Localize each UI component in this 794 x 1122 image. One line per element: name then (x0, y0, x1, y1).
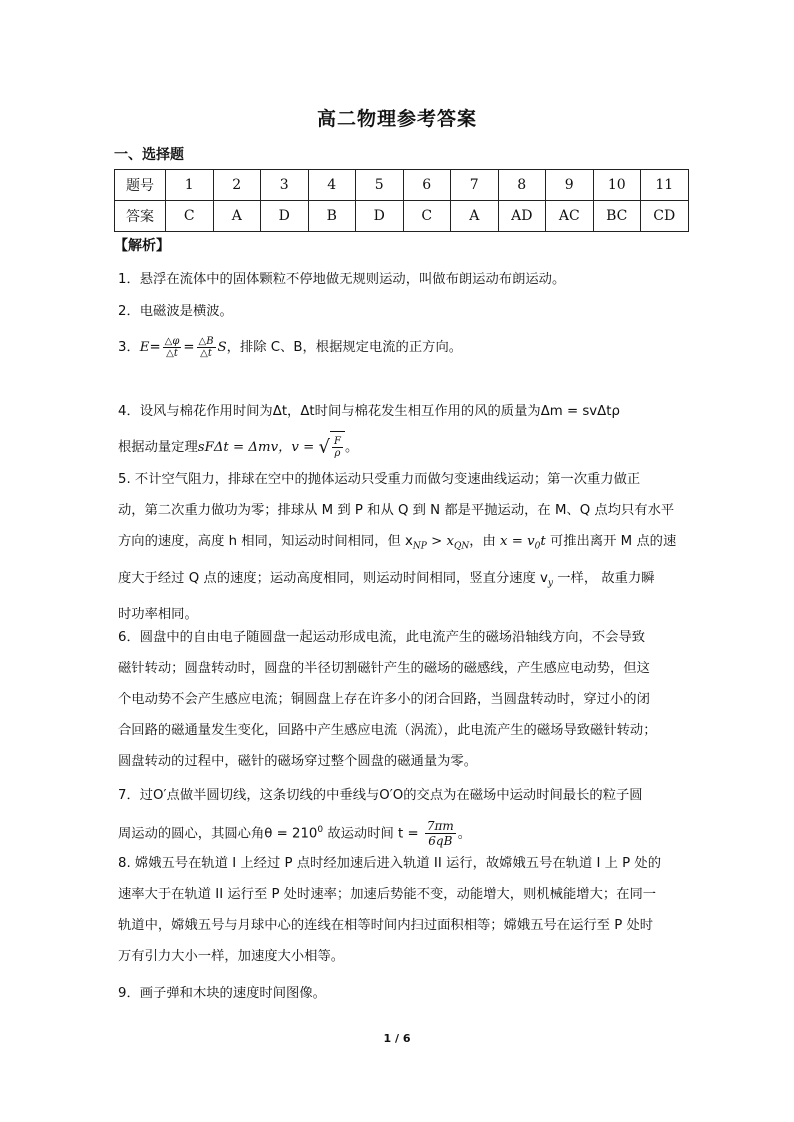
analysis-heading: 【解析】 (114, 238, 170, 254)
fraction-numerator: △φ (164, 335, 180, 347)
text-line: 合回路的磁通量发生变化，回路中产生感应电流（涡流），此电流产生的磁场导致磁针转动； (118, 723, 657, 738)
text-run: ，排除 C、B，根据规定电流的正方向。 (226, 340, 463, 355)
fraction-denominator: ρ (334, 448, 341, 459)
answer-table (114, 169, 689, 232)
text-line: 圆盘转动的过程中，磁针的磁场穿过整个圆盘的磁通量为零。 (118, 754, 478, 769)
table-cell: A (451, 201, 499, 232)
table-cell: A (213, 201, 261, 232)
radical-sign: √ (318, 436, 330, 458)
answer-4 (118, 396, 684, 463)
emf-symbol: E (139, 340, 150, 355)
text-line: 速率大于在轨道 II 运行至 P 处时速率；加速后势能不变，动能增大，则机械能增大；在同一 (118, 887, 657, 902)
item-number: 3． (118, 340, 140, 355)
subscript: QN (453, 541, 470, 552)
text-line: 轨道中，嫦娥五号与月球中心的连线在相等时间内扫过面积相等；嫦娥五号在运行至 P 处时 (118, 918, 654, 933)
table-cell: 7 (451, 170, 499, 201)
text-line (118, 332, 684, 363)
table-cell: C (403, 201, 451, 232)
answer-9 (118, 978, 684, 1009)
superscript: 0 (317, 825, 324, 835)
text-line: 9．画子弹和木块的速度时间图像。 (118, 986, 326, 1001)
row-header-number: 题号 (115, 170, 166, 201)
answer-1 (118, 264, 684, 295)
answer-2 (118, 296, 684, 327)
text-line: 万有引力大小一样，加速度大小相等。 (118, 949, 345, 964)
text-run: 可推出离开 M 点的速 (545, 534, 677, 549)
table-cell: 11 (641, 170, 689, 201)
fraction-denominator: 6qB (428, 833, 453, 848)
text-line: 个电动势不会产生感应电流；铜圆盘上存在许多小的闭合回路，当圆盘转动时，穿过小的闭 (118, 692, 650, 707)
subscript: 0 (534, 541, 541, 552)
displacement-formula: x = v (500, 534, 535, 549)
table-cell: C (166, 201, 214, 232)
table-cell: B (308, 201, 356, 232)
answer-6 (118, 622, 684, 777)
table-row-answers (115, 201, 689, 232)
text-line: 7．过O′点做半圆切线，这条切线的中垂线与O′O的交点为在磁场中运动时间最长的粒子圆 (118, 788, 643, 803)
table-cell: 5 (356, 170, 404, 201)
fraction-denominator: △t (200, 347, 212, 359)
page-number: 1 / 6 (383, 1032, 411, 1045)
fraction-numerator: F (334, 436, 341, 447)
table-cell: 2 (213, 170, 261, 201)
subscript: y (547, 578, 554, 589)
page-title: 高二物理参考答案 (316, 108, 477, 130)
table-cell: 1 (166, 170, 214, 201)
text-line: 磁针转动；圆盘转动时，圆盘的半径切割磁针产生的磁场的磁感线，产生感应电动势，但这 (118, 661, 650, 676)
answer-5 (118, 464, 684, 630)
text-run: 。 (344, 440, 359, 455)
text-line (118, 563, 684, 600)
text-run: 根据动量定理 (118, 440, 198, 455)
table-cell: 3 (261, 170, 309, 201)
table-cell: 9 (546, 170, 594, 201)
text-line: 6．圆盘中的自由电子随圆盘一起运动形成电流，此电流产生的磁场沿轴线方向，不会导致 (118, 630, 646, 645)
table-row-numbers (115, 170, 689, 201)
text-run: > x (426, 534, 454, 549)
momentum-formula: sFΔt = Δmv，v = (197, 440, 315, 455)
text-line: 5. 不计空气阻力，排球在空中的抛体运动只受重力而做匀变速曲线运动；第一次重力做正 (118, 472, 641, 487)
text-line (118, 815, 684, 849)
text-run: 故运动时间 t = (323, 826, 419, 842)
fraction-numerator: △B (198, 335, 214, 347)
fraction-flux (163, 336, 182, 359)
text-line: 8. 嫦娥五号在轨道 I 上经过 P 点时经加速后进入轨道 II 运行，故嫦娥五号在轨道 I 上 P 处的 (118, 856, 661, 871)
text-run: 周运动的圆心，其圆心角θ = 210 (118, 826, 318, 842)
text-run: 一样， 故重力瞬 (553, 570, 655, 586)
table-cell: D (356, 201, 404, 232)
answer-3 (118, 332, 684, 363)
time-symbol: t (540, 534, 546, 549)
answer-7 (118, 780, 684, 849)
answer-8 (118, 848, 684, 972)
table-cell: 10 (593, 170, 641, 201)
text-line: 时功率相同。 (118, 607, 198, 623)
table-cell: 8 (498, 170, 546, 201)
fraction-numerator: 7πm (426, 818, 454, 833)
text-run: 。 (457, 826, 472, 842)
table-cell: CD (641, 201, 689, 232)
text-line (118, 526, 684, 563)
table-cell: AC (546, 201, 594, 232)
equals-sign: = (149, 340, 161, 355)
text-run: 方向的速度，高度 h 相同，知运动时间相同，但 x (118, 534, 413, 549)
fraction-field (197, 336, 216, 359)
text-line: 动，第二次重力做功为零；排球从 M 到 P 和从 Q 到 N 都是平抛运动，在 M、Q 点均只有水平 (118, 503, 675, 518)
section-heading-choice: 一、选择题 (114, 147, 184, 163)
text-line (118, 431, 684, 463)
table-cell: BC (593, 201, 641, 232)
text-run: 度大于经过 Q 点的速度；运动高度相同，则运动时间相同，竖直分速度 v (118, 570, 548, 586)
row-header-answer: 答案 (115, 201, 166, 232)
fraction-denominator: △t (166, 347, 178, 359)
subscript: NP (412, 541, 427, 552)
table-cell: 6 (403, 170, 451, 201)
text-line: 2．电磁波是横波。 (118, 304, 233, 319)
text-line: 1．悬浮在流体中的固体颗粒不停地做无规则运动，叫做布朗运动布朗运动。 (118, 272, 566, 287)
fraction-time (425, 819, 456, 848)
table-cell: D (261, 201, 309, 232)
fraction-f-rho (332, 436, 343, 459)
sqrt-expression (319, 431, 345, 463)
table-cell: AD (498, 201, 546, 232)
area-symbol: S (217, 340, 227, 355)
text-line: 4．设风与棉花作用时间为Δt，Δt时间与棉花发生相互作用的风的质量为Δm = svΔtρ (118, 404, 620, 419)
table-cell: 4 (308, 170, 356, 201)
equals-sign: = (183, 340, 195, 355)
text-run: ，由 (469, 534, 501, 549)
